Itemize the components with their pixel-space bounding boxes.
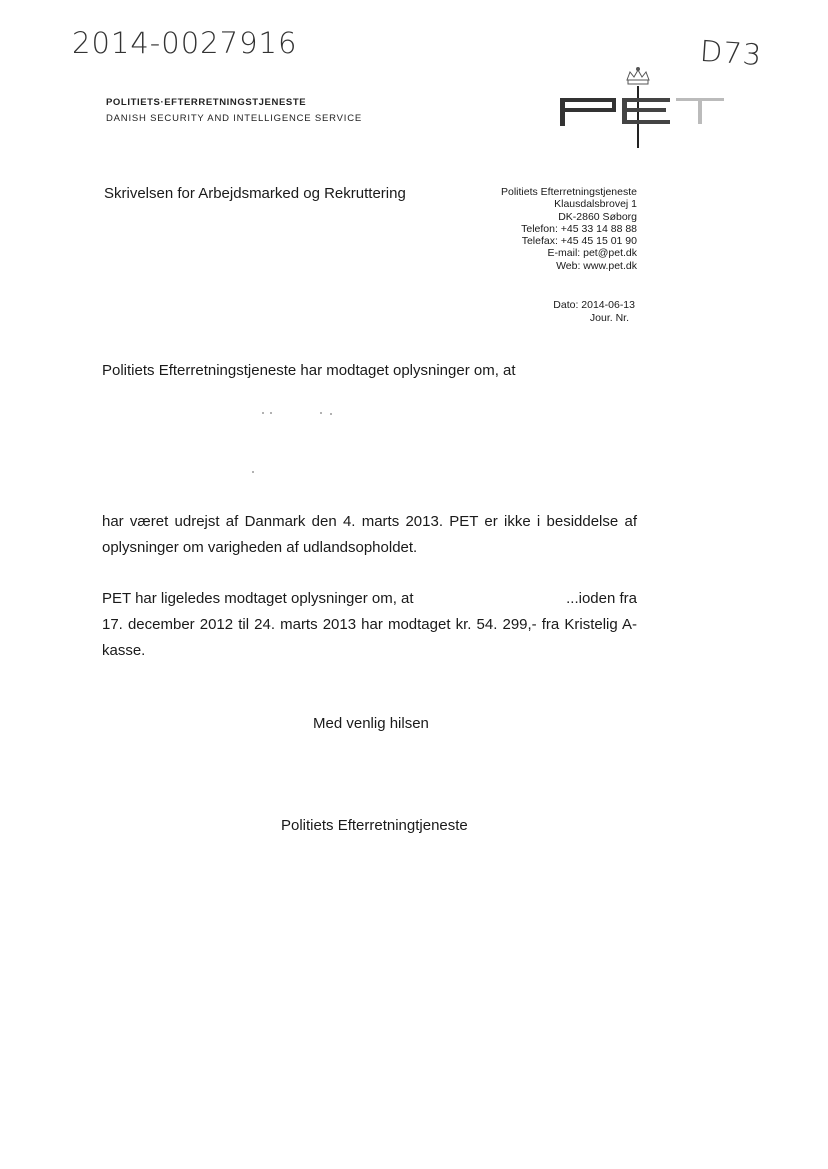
letter-date: Dato: 2014-06-13 [553,299,635,311]
sender-postal: DK-2860 Søborg [558,210,637,223]
departure-paragraph: har været udrejst af Danmark den 4. marts 2013. PET er ikke i besiddelse af oplysninger om varigheden af udlandsopholdet. [102,513,637,556]
closing-greeting: Med venlig hilsen [313,715,429,732]
redaction-speck [320,412,322,414]
agency-name-danish: POLITIETS·EFTERRETNINGSTJENESTE [106,97,307,108]
sender-street: Klausdalsbrovej 1 [554,198,637,211]
redaction-speck [262,412,264,414]
sender-web: Web: www.pet.dk [556,259,637,272]
pet-logo [552,66,732,150]
date-block [553,299,635,324]
journal-number: Jour. Nr. [589,311,629,324]
sender-telefax: Telefax: +45 45 15 01 90 [521,235,637,248]
redaction-speck [252,471,254,473]
intro-paragraph: Politiets Efterretningstjeneste har modtaget oplysninger om, at [102,362,516,379]
sender-address-block [501,186,637,272]
redaction-speck [330,413,332,415]
handwritten-case-number: 2014-0027916 [72,26,298,60]
logo-vertical-bar [637,86,639,148]
closing-signature: Politiets Efterretningtjeneste [281,817,468,834]
recipient-subject: Skrivelsen for Arbejdsmarked og Rekruttering [104,185,406,202]
payment-fragment: ...ioden fra [566,590,637,607]
payment-start: PET har ligeledes modtaget oplysninger om, at [102,590,414,607]
logo-letter-p [560,98,616,126]
sender-telefon: Telefon: +45 33 14 88 88 [521,222,637,235]
sender-email: E-mail: pet@pet.dk [547,247,637,260]
pet-logo-graphic [552,66,732,150]
payment-first-line [102,586,637,612]
handwritten-page-mark: D73 [698,33,764,73]
agency-name-english: DANISH SECURITY AND INTELLIGENCE SERVICE [106,113,363,124]
sender-name: Politiets Efterretningstjeneste [501,186,637,198]
redaction-speck [270,412,272,414]
logo-letter-e [622,98,670,124]
logo-letter-t [676,98,724,124]
crown-icon [627,68,649,85]
payment-paragraph [102,586,637,664]
payment-end: 17. december 2012 til 24. marts 2013 har modtaget kr. 54. 299,- fra Kristelig A-kasse. [102,616,637,659]
